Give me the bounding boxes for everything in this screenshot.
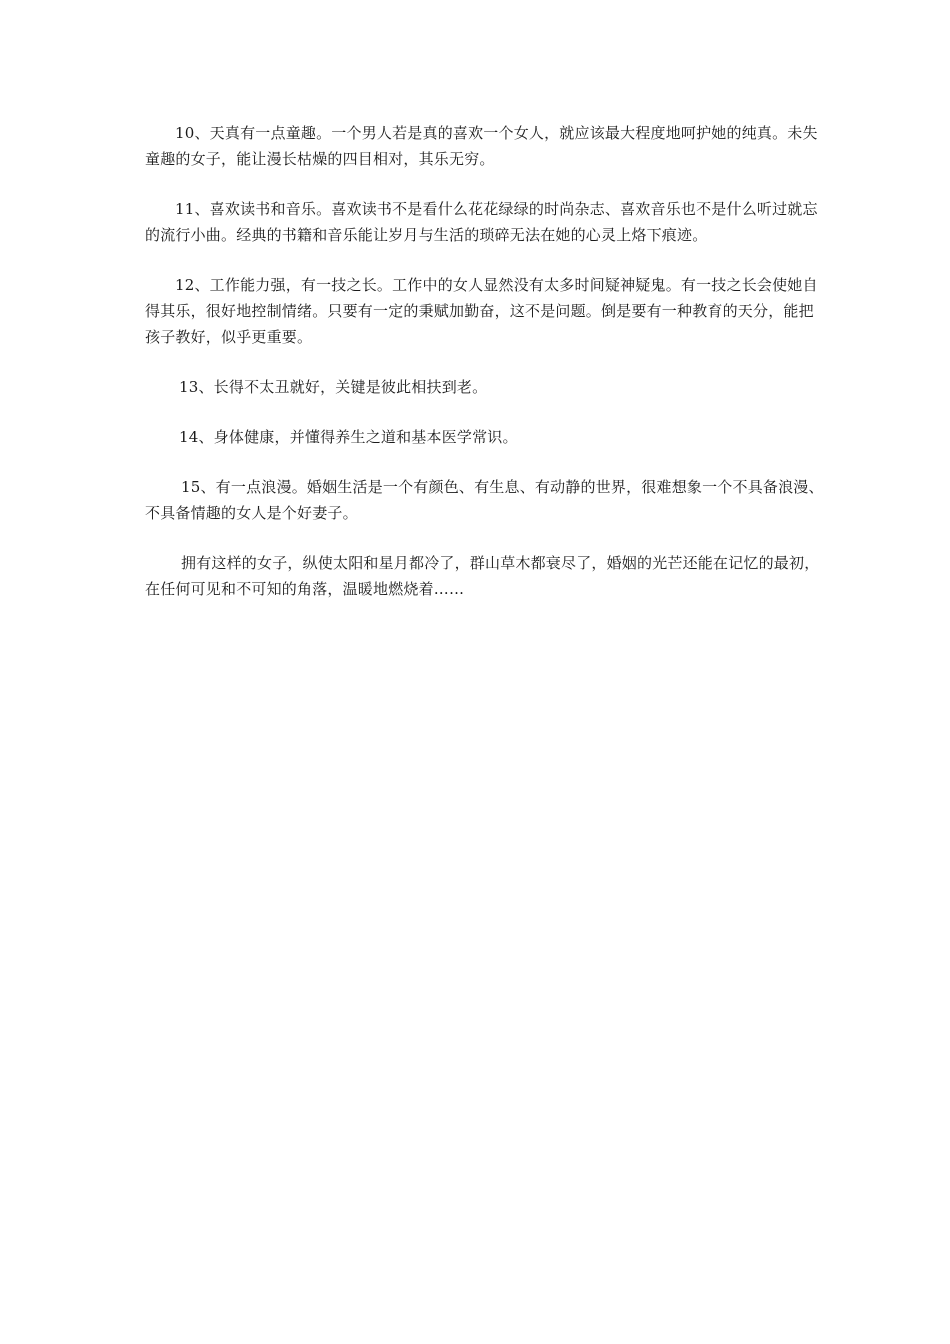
closing-paragraph: 拥有这样的女子，纵使太阳和星月都冷了，群山草木都衰尽了，婚姻的光芒还能在记忆的最初，在任何可见和不可知的角落，温暖地燃烧着…… [145, 554, 820, 598]
paragraph-10: 10、天真有一点童趣。一个男人若是真的喜欢一个女人，就应该最大程度地呵护她的纯真。未失童趣的女子，能让漫长枯燥的四目相对，其乐无穷。 [145, 124, 818, 168]
paragraph-15: 15、有一点浪漫。婚姻生活是一个有颜色、有生息、有动静的世界，很难想象一个不具备浪漫、不具备情趣的女人是个好妻子。 [145, 478, 824, 522]
paragraph-13: 13、长得不太丑就好，关键是彼此相扶到老。 [179, 378, 488, 396]
paragraph-14: 14、身体健康，并懂得养生之道和基本医学常识。 [179, 428, 518, 446]
document-body [145, 120, 825, 626]
paragraph-11: 11、喜欢读书和音乐。喜欢读书不是看什么花花绿绿的时尚杂志、喜欢音乐也不是什么听过就忘的流行小曲。经典的书籍和音乐能让岁月与生活的琐碎无法在她的心灵上烙下痕迹。 [145, 200, 818, 244]
paragraph-12: 12、工作能力强，有一技之长。工作中的女人显然没有太多时间疑神疑鬼。有一技之长会使她自得其乐，很好地控制情绪。只要有一定的秉赋加勤奋，这不是问题。倒是要有一种教育的天分，能把孩子教好，似乎更重要。 [145, 276, 818, 346]
